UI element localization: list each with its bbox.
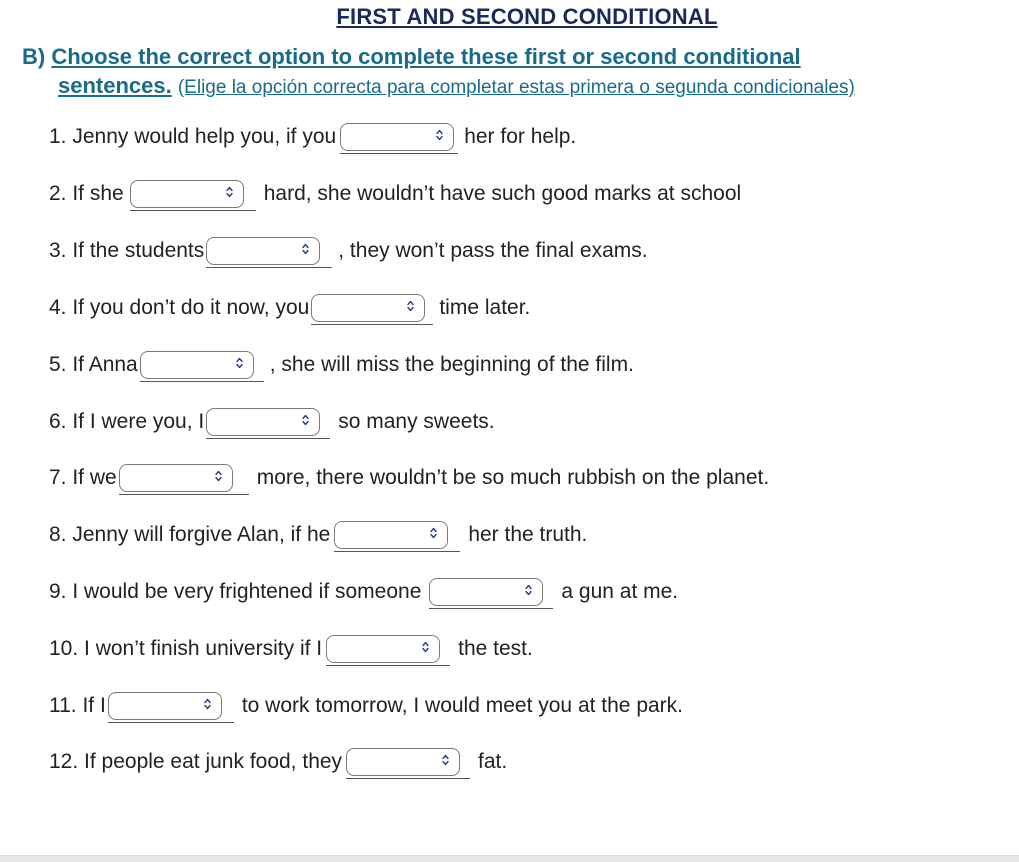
- exercise-text-after: to work tomorrow, I would meet you at the park.: [241, 694, 684, 717]
- answer-blank: [108, 688, 234, 724]
- instructions-bold-text-1: Choose the correct option to complete these first or second conditional: [51, 44, 801, 69]
- exercise-text-after: a gun at me.: [561, 580, 679, 603]
- answer-blank: [311, 290, 433, 326]
- answer-blank: [206, 233, 332, 269]
- exercise-text-after: , they won’t pass the final exams.: [338, 239, 648, 262]
- up-down-chevron-icon: [407, 298, 414, 314]
- up-down-chevron-icon: [236, 355, 243, 371]
- exercise-item-11: [49, 686, 683, 726]
- answer-blank: [206, 404, 330, 440]
- exercise-text-before: 9. I would be very frightened if someone: [49, 580, 422, 603]
- up-down-chevron-icon: [302, 412, 309, 428]
- answer-select[interactable]: [108, 692, 222, 720]
- exercise-text-after: hard, she wouldn’t have such good marks at school: [263, 182, 742, 205]
- up-down-chevron-icon: [442, 752, 449, 768]
- instructions-line-2: [22, 71, 1002, 102]
- up-down-chevron-icon: [422, 639, 429, 655]
- exercise-text-before: 4. If you don’t do it now, you: [49, 296, 310, 319]
- exercise-item-2: [49, 174, 741, 214]
- exercise-item-5: [49, 345, 634, 385]
- exercise-text-before: 10. I won’t finish university if I: [49, 637, 323, 660]
- exercise-text-after: time later.: [439, 296, 531, 319]
- answer-select[interactable]: [206, 408, 320, 436]
- answer-blank: [140, 347, 264, 383]
- answer-blank: [429, 574, 553, 610]
- answer-blank: [119, 460, 249, 496]
- exercise-item-10: [49, 629, 533, 669]
- exercise-text-before: 2. If she: [49, 182, 124, 205]
- exercise-text-after: so many sweets.: [338, 410, 495, 433]
- bottom-edge: [0, 855, 1019, 862]
- answer-blank: [340, 119, 458, 155]
- up-down-chevron-icon: [215, 468, 222, 484]
- exercise-text-before: 8. Jenny will forgive Alan, if he: [49, 523, 331, 546]
- answer-select[interactable]: [326, 635, 440, 663]
- exercise-item-1: [49, 117, 576, 157]
- exercise-text-after: the test.: [458, 637, 533, 660]
- exercise-text-before: 3. If the students: [49, 239, 205, 262]
- page-title: FIRST AND SECOND CONDITIONAL: [336, 4, 718, 29]
- up-down-chevron-icon: [436, 127, 443, 143]
- exercise-text-after: , she will miss the beginning of the film.: [269, 353, 634, 376]
- up-down-chevron-icon: [226, 184, 233, 200]
- up-down-chevron-icon: [302, 241, 309, 257]
- instructions-spanish-text: (Elige la opción correcta para completar estas primera o segunda condicionales): [177, 77, 855, 98]
- exercise-text-before: 12. If people eat junk food, they: [49, 750, 343, 773]
- up-down-chevron-icon: [525, 582, 532, 598]
- answer-select[interactable]: [334, 521, 448, 549]
- answer-select[interactable]: [206, 237, 320, 265]
- answer-blank: [326, 631, 450, 667]
- exercise-text-before: 11. If I: [49, 694, 106, 717]
- exercise-text-before: 1. Jenny would help you, if you: [49, 125, 337, 148]
- instructions-bold-text-2: sentences.: [58, 73, 172, 98]
- up-down-chevron-icon: [430, 525, 437, 541]
- exercise-text-after: her for help.: [464, 125, 577, 148]
- exercise-item-7: [49, 458, 769, 498]
- up-down-chevron-icon: [204, 696, 211, 712]
- exercise-item-9: [49, 572, 678, 612]
- answer-blank: [130, 176, 256, 212]
- exercise-text-before: 7. If we: [49, 466, 117, 489]
- instructions: [22, 42, 1002, 102]
- answer-select[interactable]: [346, 748, 460, 776]
- answer-select[interactable]: [340, 123, 454, 151]
- exercise-text-before: 5. If Anna: [49, 353, 138, 376]
- exercise-item-4: [49, 288, 530, 328]
- exercise-text-after: fat.: [478, 750, 508, 773]
- exercise-item-8: [49, 515, 587, 555]
- answer-blank: [334, 517, 460, 553]
- answer-select[interactable]: [119, 464, 233, 492]
- exercise-text-after: more, there wouldn’t be so much rubbish on the planet.: [256, 466, 770, 489]
- answer-select[interactable]: [130, 180, 244, 208]
- exercise-item-12: [49, 742, 507, 782]
- exercise-item-3: [49, 231, 648, 271]
- answer-blank: [346, 744, 470, 780]
- exercise-text-before: 6. If I were you, I: [49, 410, 205, 433]
- answer-select[interactable]: [311, 294, 425, 322]
- exercise-item-6: [49, 402, 495, 442]
- section-letter: B): [22, 44, 46, 69]
- answer-select[interactable]: [429, 578, 543, 606]
- answer-select[interactable]: [140, 351, 254, 379]
- instructions-line-1: [22, 42, 1002, 71]
- exercise-text-after: her the truth.: [468, 523, 588, 546]
